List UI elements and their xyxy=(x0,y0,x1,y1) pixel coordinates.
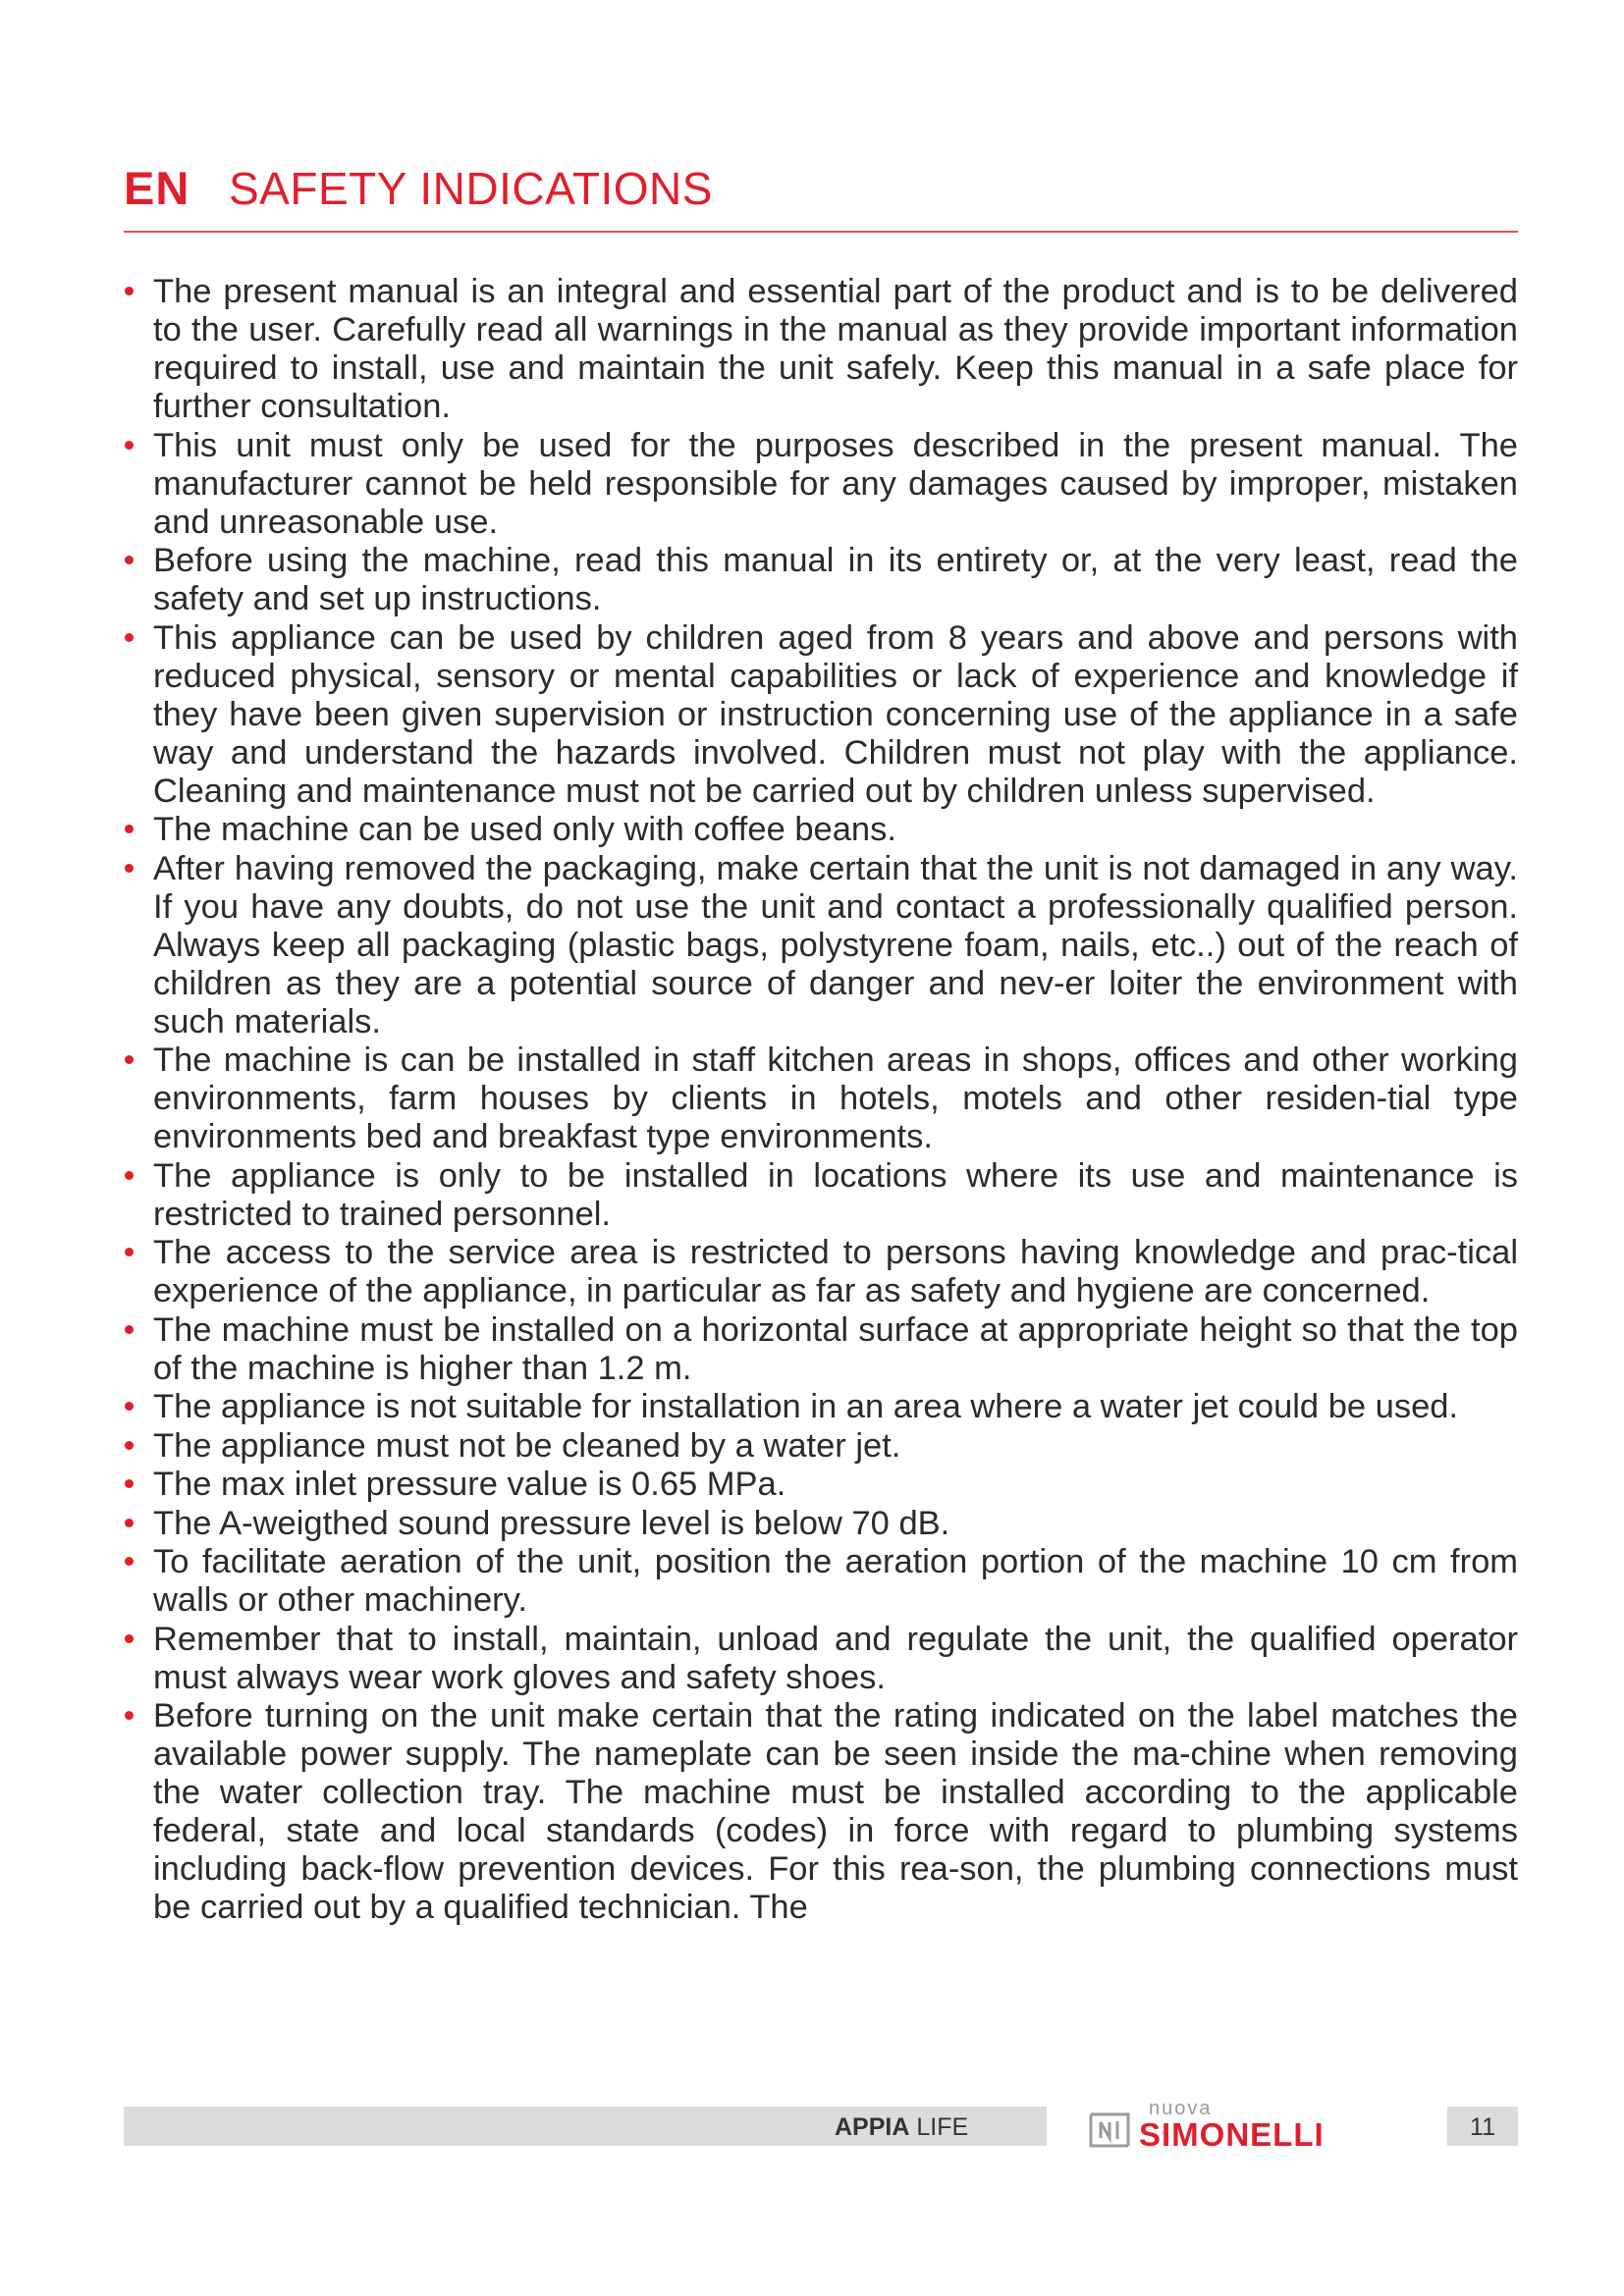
list-item xyxy=(124,1505,1518,1543)
list-item xyxy=(124,1621,1518,1697)
list-item-text: The appliance is only to be installed in locations where its use and maintenance is restricted to trained personnel. xyxy=(153,1156,1518,1233)
list-item xyxy=(124,1466,1518,1504)
list-item xyxy=(124,1697,1518,1927)
list-item-text: Before turning on the unit make certain that the rating indicated on the label matches the available power supply. The nameplate can be seen inside the ma-chine when removing the water collection tray. The machine must be installed according to the applicable federal, state and local standards (codes) in force with regard to plumbing systems including back-flow prevention devices. For this rea-son, the plumbing connections must be carried out by a qualified technician. The xyxy=(153,1697,1518,1926)
list-item xyxy=(124,1427,1518,1466)
list-item-text: Before using the machine, read this manual in its entirety or, at the very least, read the safety and set up instructions. xyxy=(153,542,1518,617)
bullet-icon xyxy=(125,1441,134,1450)
bullet-icon xyxy=(125,864,134,873)
list-item-text: The machine must be installed on a horizontal surface at appropriate height so that the top of the machine is higher than 1.2 m. xyxy=(153,1310,1518,1387)
bullet-icon xyxy=(125,633,134,642)
list-item xyxy=(124,850,1518,1041)
bullet-icon xyxy=(125,1557,134,1566)
list-item-text: Remember that to install, maintain, unload and regulate the unit, the qualified operator must always wear work gloves and safety shoes. xyxy=(153,1620,1518,1696)
bullet-icon xyxy=(125,1711,134,1720)
list-item xyxy=(124,427,1518,542)
footer-product-name xyxy=(835,2113,968,2142)
logo-mark-icon xyxy=(1088,2111,1131,2149)
page-number: 11 xyxy=(1470,2113,1495,2141)
bullet-icon xyxy=(125,441,134,450)
bullet-icon xyxy=(125,1325,134,1334)
list-item xyxy=(124,273,1518,426)
page-number-box xyxy=(1447,2107,1518,2146)
bullet-icon xyxy=(125,1519,134,1527)
list-item-text: The access to the service area is restricted to persons having knowledge and prac-tical experience of the appliance, in particular as far as safety and hygiene are concerned. xyxy=(153,1234,1518,1309)
list-item-text: This unit must only be used for the purposes described in the present manual. The manufacturer cannot be held responsible for any damages caused by improper, mistaken and unreasonable use. xyxy=(153,426,1518,541)
section-header xyxy=(124,161,1518,230)
safety-list xyxy=(124,273,1518,1927)
bullet-icon xyxy=(125,556,134,564)
product-name-bold: APPIA xyxy=(835,2113,910,2141)
list-item-text: The machine is can be installed in staff kitchen areas in shops, offices and other working environments, farm houses by clients in hotels, motels and other residen-tial type environments bed and breakfast type environments. xyxy=(153,1041,1518,1155)
list-item-text: The appliance must not be cleaned by a water jet. xyxy=(153,1426,901,1465)
list-item xyxy=(124,542,1518,618)
list-item-text: This appliance can be used by children aged from 8 years and above and persons with reduced physical, sensory or mental capabilities or lack of experience and knowledge if they have been given supervision or instruction concerning use of the appliance in a safe way and understand the hazards involved. Children must not play with the appliance. Cleaning and maintenance must not be carried out by children unless supervised. xyxy=(153,618,1518,810)
language-code: EN xyxy=(124,162,190,214)
list-item xyxy=(124,811,1518,849)
bullet-icon xyxy=(125,1055,134,1064)
list-item-text: The appliance is not suitable for installation in an area where a water jet could be used. xyxy=(153,1388,1459,1425)
list-item-text: The max inlet pressure value is 0.65 MPa. xyxy=(153,1466,786,1503)
list-item xyxy=(124,1543,1518,1620)
bullet-icon xyxy=(125,1634,134,1643)
header-divider xyxy=(124,231,1518,233)
list-item xyxy=(124,619,1518,811)
list-item-text: The A-weigthed sound pressure level is below 70 dB. xyxy=(153,1504,950,1542)
list-item xyxy=(124,1234,1518,1310)
list-item-text: To facilitate aeration of the unit, position the aeration portion of the machine 10 cm from walls or other machinery. xyxy=(153,1543,1518,1619)
safety-list-container xyxy=(124,273,1518,1928)
bullet-icon xyxy=(125,287,134,295)
bullet-icon xyxy=(125,1248,134,1256)
logo-small-text: nuova xyxy=(1149,2098,1213,2119)
list-item xyxy=(124,1311,1518,1388)
list-item-text: The present manual is an integral and essential part of the product and is to be delivered to the user. Carefully read all warnings in the manual as they provide important information required to install, use and maintain the unit safely. Keep this manual in a safe place for further consultation. xyxy=(153,273,1518,425)
list-item-text: The machine can be used only with coffee beans. xyxy=(153,811,896,848)
bullet-icon xyxy=(125,1479,134,1488)
list-item xyxy=(124,1388,1518,1426)
section-title: SAFETY INDICATIONS xyxy=(229,163,713,214)
list-item-text: After having removed the packaging, make certain that the unit is not damaged in any way. If you have any doubts, do not use the unit and contact a professionally qualified person. Always keep all packaging (plastic bags, polystyrene foam, nails, etc..) out of the reach of children as they are a potential source of danger and nev-er loiter the environment with such materials. xyxy=(153,849,1518,1041)
list-item xyxy=(124,1041,1518,1156)
bullet-icon xyxy=(125,1402,134,1411)
product-name-suffix: LIFE xyxy=(909,2113,969,2141)
brand-logo xyxy=(1088,2100,1402,2153)
logo-brand-text: SIMONELLI xyxy=(1139,2116,1325,2153)
bullet-icon xyxy=(125,1171,134,1180)
bullet-icon xyxy=(125,825,134,833)
list-item xyxy=(124,1157,1518,1234)
